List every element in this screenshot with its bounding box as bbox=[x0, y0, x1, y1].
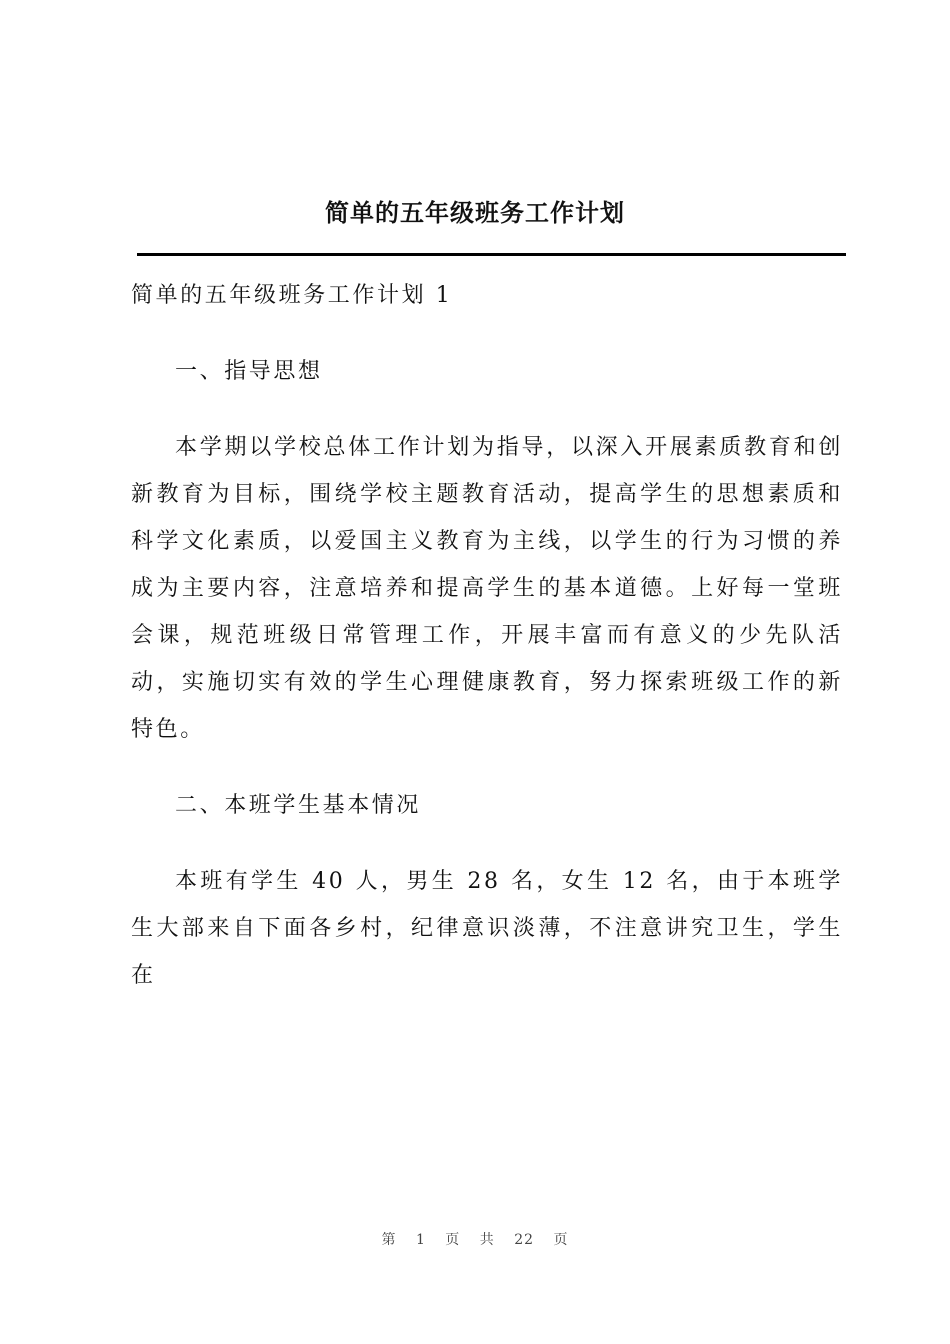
title-divider bbox=[137, 253, 846, 256]
paragraph-class-situation: 本班有学生 40 人，男生 28 名，女生 12 名，由于本班学生大部来自下面各乡村，纪律意识淡薄，不注意讲究卫生，学生在 bbox=[131, 869, 843, 988]
page-title: 简单的五年级班务工作计划 bbox=[325, 198, 625, 227]
document-body bbox=[131, 272, 843, 1028]
section-heading-class-situation: 二、本班学生基本情况 bbox=[175, 793, 422, 818]
page-footer: 第 1 页 共 22 页 bbox=[381, 1232, 569, 1248]
section-heading-guiding-ideology: 一、指导思想 bbox=[175, 359, 323, 384]
paragraph-guiding-ideology: 本学期以学校总体工作计划为指导，以深入开展素质教育和创新教育为目标，围绕学校主题教育活动，提高学生的思想素质和科学文化素质，以爱国主义教育为主线，以学生的行为习惯的养成为主要内容，注意培养和提高学生的基本道德。上好每一堂班会课，规范班级日常管理工作，开展丰富而有意义的少先队活动，实施切实有效的学生心理健康教育，努力探索班级工作的新特色。 bbox=[131, 435, 843, 742]
document-subtitle: 简单的五年级班务工作计划 1 bbox=[131, 283, 453, 308]
